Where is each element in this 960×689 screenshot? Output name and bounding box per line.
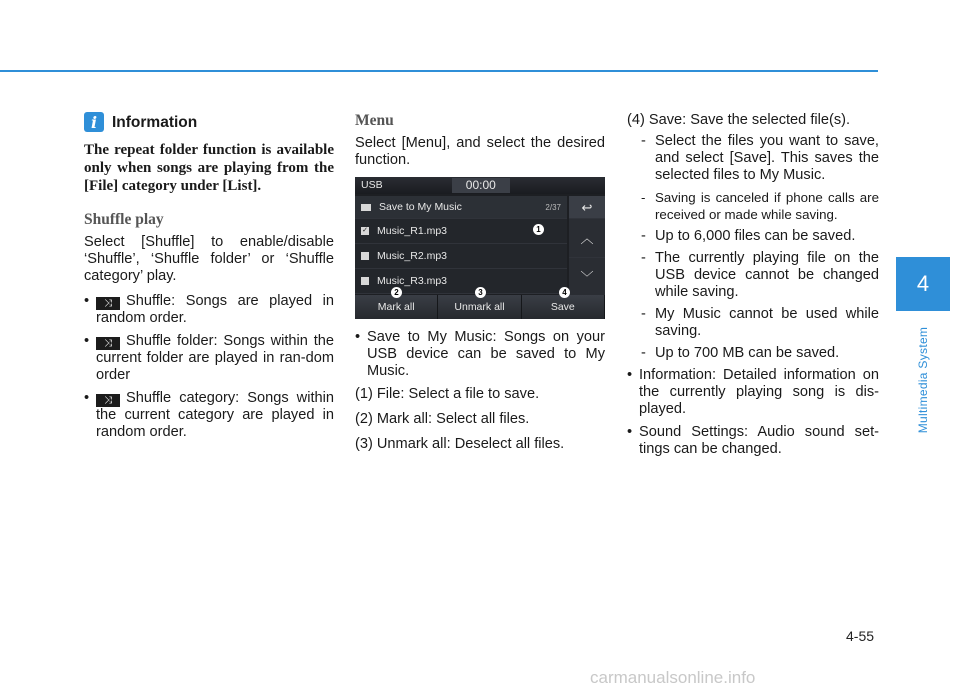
screen-button-bar: [355, 295, 605, 319]
mark-all-button[interactable]: Mark all: [355, 295, 438, 319]
chevron-up-icon: ︿: [580, 230, 594, 246]
checkbox-icon[interactable]: [361, 277, 369, 285]
callout-1: 1: [533, 224, 544, 235]
list-item: - The currently playing file on the USB device cannot be changed while saving.: [641, 250, 879, 300]
scroll-up-button[interactable]: [569, 219, 605, 258]
file-count: 2/37: [545, 202, 561, 212]
table-row[interactable]: ✓ Music_R1.mp3: [355, 219, 567, 244]
callout-2: 2: [391, 287, 402, 298]
list-item: - Up to 6,000 files can be saved.: [641, 228, 856, 244]
scroll-down-button[interactable]: [569, 258, 605, 297]
page-number: 4-55: [846, 628, 875, 644]
column-1: [84, 112, 334, 447]
menu-heading: Menu: [355, 112, 394, 129]
shuffle-heading: Shuffle play: [84, 211, 164, 228]
list-item: • Save to My Music: Songs on your USB device can be saved to My Music.: [355, 329, 605, 379]
step-item: (2) Mark all: Select all files.: [355, 411, 530, 427]
list-item: - Select the files you want to save, and select [Save]. This saves the selected files to My Music.: [641, 133, 879, 183]
clock: 00:00: [452, 178, 510, 193]
unmark-all-button[interactable]: Unmark all: [438, 295, 521, 319]
info-title: Information: [112, 113, 198, 131]
save-title: (4) Save: Save the selected file(s).: [627, 112, 851, 128]
list-item: - My Music cannot be used while saving.: [641, 306, 879, 339]
chapter-label: Multimedia System: [916, 326, 930, 434]
list-item: • ⤨ Shuffle folder: Songs within the current folder are played in ran-dom order: [84, 333, 334, 383]
back-button[interactable]: [569, 196, 605, 219]
shuffle-category-icon: ⤨: [96, 394, 120, 407]
folder-icon: [361, 204, 371, 211]
back-arrow-icon: ↩: [581, 199, 593, 215]
info-text: The repeat folder function is available only when songs are playing from the [File] category under [List].: [84, 142, 334, 194]
list-header: Save to My Music 2/37: [355, 196, 567, 219]
file-list: [355, 196, 567, 294]
list-item: • Information: Detailed information on the currently playing song is dis-played.: [627, 367, 879, 417]
save-button[interactable]: Save: [522, 295, 605, 319]
step-item: (1) File: Select a file to save.: [355, 386, 540, 402]
step-item: (3) Unmark all: Deselect all files.: [355, 436, 565, 452]
screen-status-bar: [355, 177, 605, 194]
table-row[interactable]: Music_R3.mp3: [355, 269, 567, 294]
column-3: [627, 112, 879, 464]
list-item: - Up to 700 MB can be saved.: [641, 345, 840, 361]
list-item: • Sound Settings: Audio sound set-tings can be changed.: [627, 424, 879, 457]
callout-4: 4: [559, 287, 570, 298]
source-label: USB: [361, 179, 383, 191]
list-item: • ⤨ Shuffle category: Songs within the current category are played in random order.: [84, 390, 334, 440]
checkbox-checked-icon[interactable]: ✓: [362, 227, 368, 234]
screen-mockup: [355, 177, 605, 319]
top-rule: [0, 70, 878, 72]
shuffle-intro: Select [Shuffle] to enable/disable ‘Shuffle’, ‘Shuffle folder’ or ‘Shuffle category’ play.: [84, 234, 334, 284]
list-item: • ⤨ Shuffle: Songs are played in random order.: [84, 293, 334, 326]
column-2: [355, 112, 605, 461]
watermark: carmanualsonline.info: [590, 668, 756, 687]
callout-3: 3: [475, 287, 486, 298]
shuffle-folder-icon: ⤨: [96, 337, 120, 350]
shuffle-icon: ⤨: [96, 297, 120, 310]
chevron-down-icon: ﹀: [580, 269, 594, 285]
list-item: - Saving is canceled if phone calls are received or made while saving.: [641, 190, 879, 222]
screen-side-controls: [569, 196, 605, 297]
checkbox-icon[interactable]: [361, 252, 369, 260]
info-icon: i: [84, 112, 104, 132]
chapter-tab: 4: [896, 257, 950, 311]
menu-intro: Select [Menu], and select the desired function.: [355, 135, 605, 168]
table-row[interactable]: Music_R2.mp3: [355, 244, 567, 269]
info-header: [84, 112, 334, 132]
